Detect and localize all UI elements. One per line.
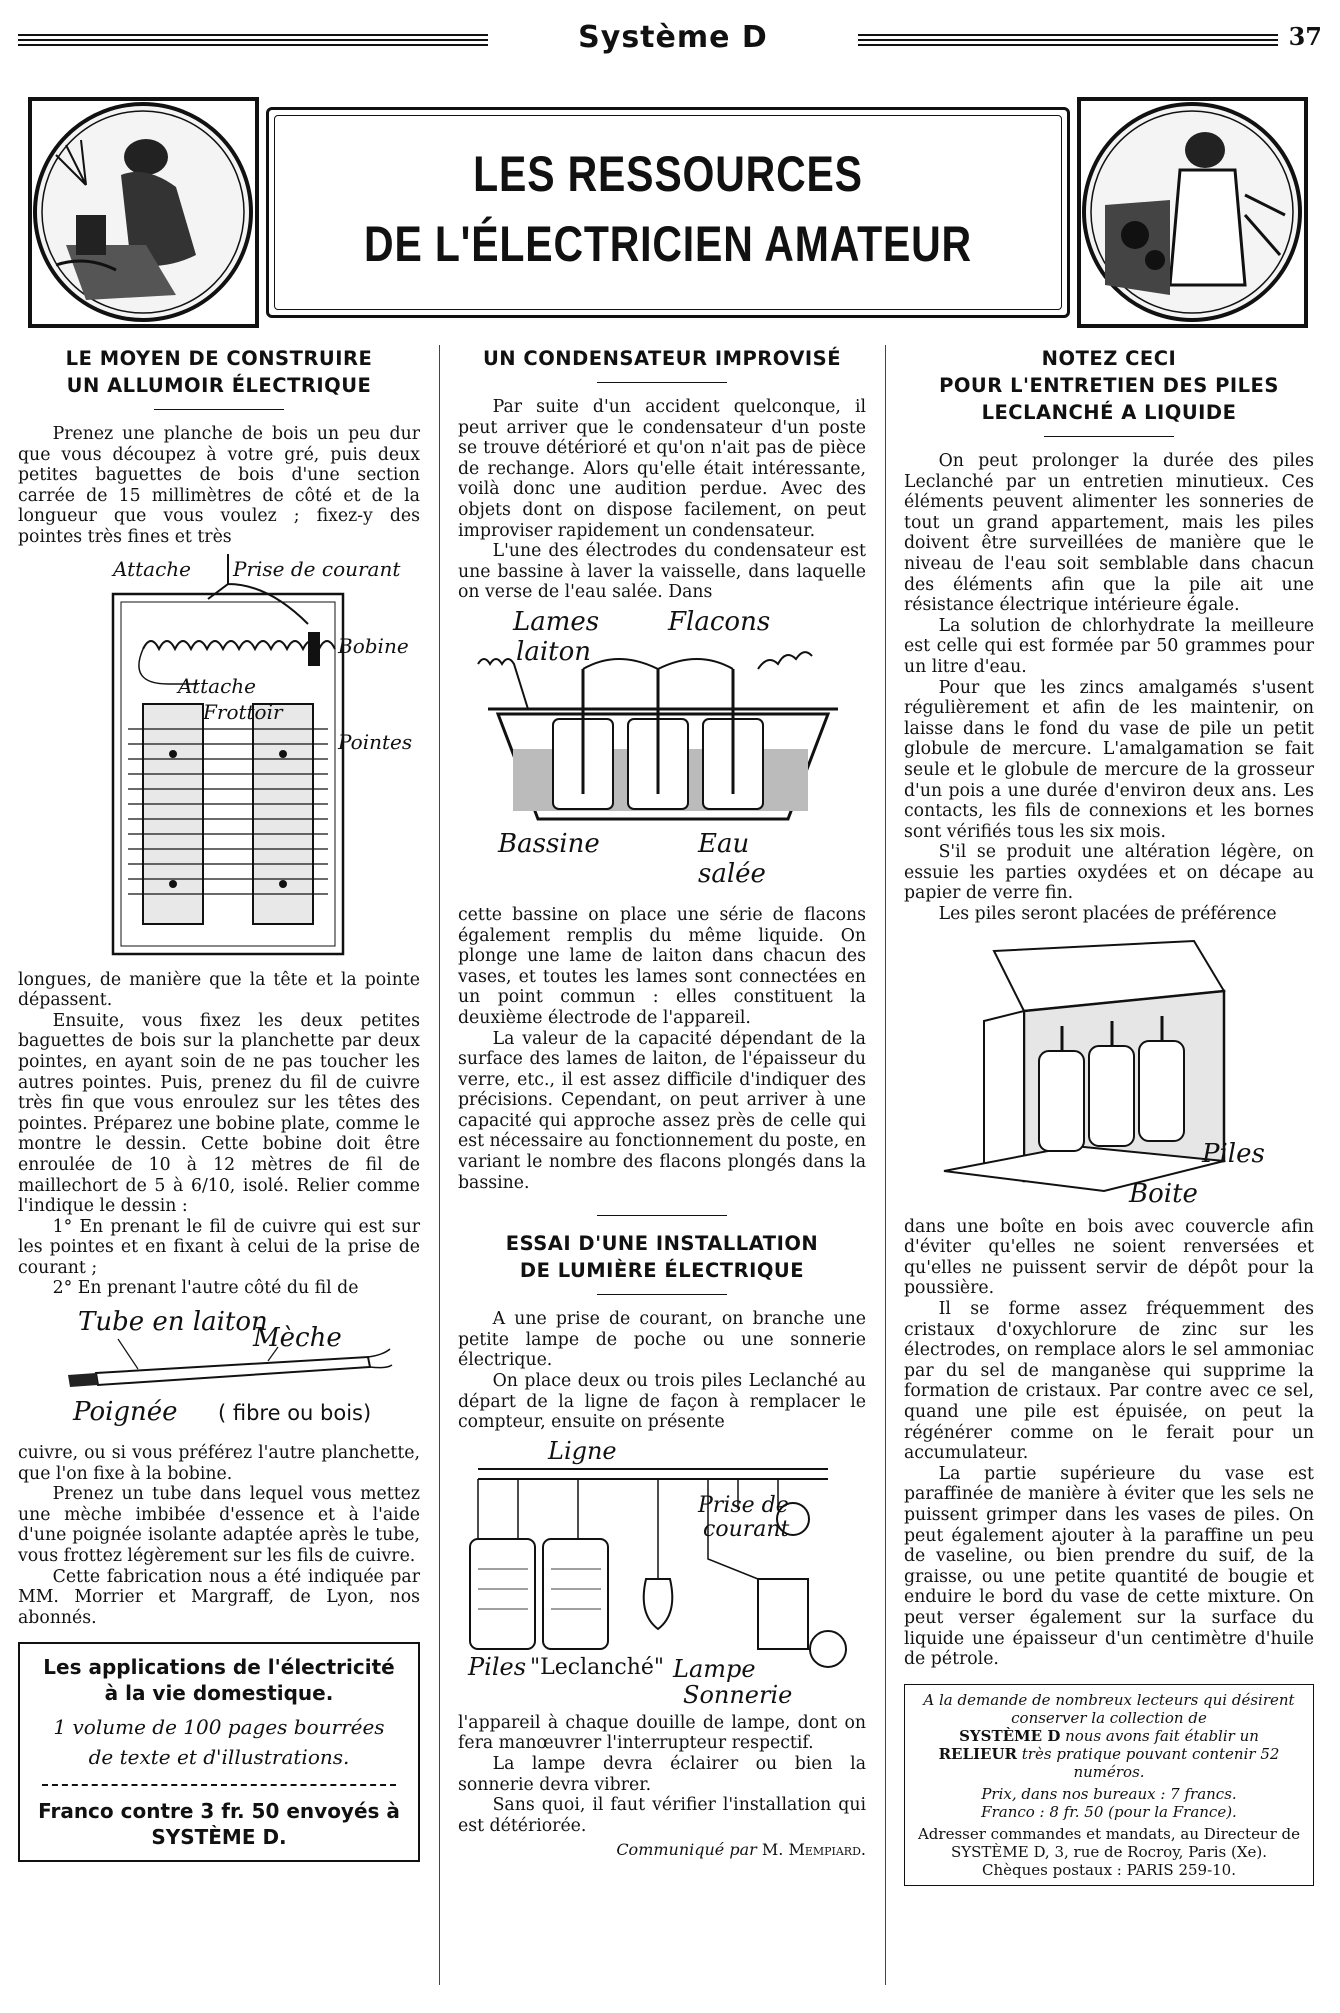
paragraph: Cette fabrication nous a été indiquée par MM. Morrier et Margraff, de Lyon, nos abonnés. — [18, 1566, 420, 1628]
notice-line — [917, 1727, 1301, 1745]
article-title-installation — [458, 1230, 866, 1284]
paragraph: cette bassine on place une série de flacons également remplis du même liquide. On plonge une lame de laiton dans chacun des vases, et toutes les lames sont connectées en un point commun : elles constituent la deuxième électrode de l'appareil. — [458, 904, 866, 1028]
article-title-line: DE LUMIÈRE ÉLECTRIQUE — [519, 1259, 805, 1283]
paragraph: La solution de chlorhydrate la meilleure est celle qui est formée par 50 grammes pour un litre d'eau. — [904, 615, 1314, 677]
paragraph: 2° En prenant l'autre côté du fil de — [52, 1278, 359, 1299]
notice-line — [917, 1745, 1301, 1781]
figure-label: Sonnerie — [683, 1680, 793, 1709]
relieur-notice-box — [904, 1684, 1314, 1886]
figure-label: courant — [703, 1516, 790, 1542]
advert-line: 1 volume de 100 pages bourrées — [53, 1715, 385, 1740]
figure-label: Frottoir — [203, 699, 283, 724]
figure-label: Tube en laiton — [78, 1307, 268, 1338]
notice-line — [917, 1785, 1301, 1803]
journal-title: Système D — [578, 20, 768, 55]
notice-text: Franco : 8 fr. 50 (pour la France). — [981, 1802, 1237, 1821]
article-title-line: POUR L'ENTRETIEN DES PILES — [939, 374, 1279, 397]
paragraph: A une prise de courant, on branche une petite lampe de poche ou une sonnerie électrique. — [458, 1309, 866, 1371]
banner-title-line1: LES RESSOURCES — [473, 146, 863, 202]
notice-line — [917, 1691, 1301, 1727]
advert-line: Les applications de l'électricité — [43, 1655, 395, 1680]
masthead-rule-right — [858, 34, 1278, 46]
figure-label: Prise de — [698, 1492, 789, 1518]
advert-box — [18, 1642, 420, 1862]
notice-text: SYSTÈME D — [959, 1726, 1061, 1745]
figure-label: Poignée — [73, 1397, 178, 1428]
paragraph: l'appareil à chaque douille de lampe, dont on fera manœuvrer l'interrupteur respectif. — [458, 1712, 866, 1754]
title-rule — [1044, 436, 1174, 437]
figure-label: "Leclanché" — [530, 1654, 665, 1680]
signature-name: M. Mempiard. — [761, 1840, 866, 1860]
notice-line — [917, 1803, 1301, 1821]
advert-line: SYSTÈME D. — [151, 1825, 287, 1850]
article-title-allumoir — [18, 345, 420, 399]
notice-line: Chèques postaux : PARIS 259-10. — [982, 1860, 1236, 1879]
banner-title-line2: DE L'ÉLECTRICIEN AMATEUR — [364, 216, 972, 272]
article-title-line: ESSAI D'UNE INSTALLATION — [505, 1232, 819, 1256]
paragraph: On peut prolonger la durée des piles Leclanché par un entretien minutieux. Ces éléments peuvent alimenter les sonneries de tout un grand appartement, mais les piles doivent être surveillées de manière que le niveau de l'eau soit semblable dans chacun des éléments afin que la pile ait une résistance électrique intérieure égale. — [904, 451, 1314, 616]
paragraph: Les piles seront placées de préférence — [938, 904, 1277, 925]
piles-box-figure — [904, 931, 1314, 1211]
paragraph: La partie supérieure du vase est paraffinée de manière à éviter que les sels ne puissent grimper dans les vases de piles. On peut également ajouter à la paraffine un peu de vaseline, ou bien prendre du suif, de la graisse, ou une petite quantité de bougie et enduire le bord du vase de cette mixture. On peut verser également sur la surface du liquide une épaisseur d'un centimètre d'huile de pétrole. — [904, 1463, 1314, 1670]
figure-label: Lampe — [673, 1654, 756, 1683]
figure-label: Piles — [1202, 1138, 1265, 1169]
notice-text: RELIEUR — [938, 1744, 1018, 1763]
figure-label: Pointes — [338, 729, 413, 754]
dashed-separator — [42, 1784, 396, 1786]
figure-label: ( fibre ou bois) — [218, 1401, 372, 1426]
advert-line: à la vie domestique. — [104, 1681, 334, 1706]
figure-label: Prise de courant — [233, 556, 401, 581]
paragraph: On place deux ou trois piles Leclanché au départ de la ligne de façon à remplacer le compteur, ensuite on présente — [458, 1371, 866, 1433]
figure-label: Lames — [513, 606, 600, 637]
figure-label: Flacons — [668, 606, 771, 637]
advert-line: de texte et d'illustrations. — [88, 1745, 350, 1770]
title-rule — [597, 382, 727, 383]
paragraph: cuivre, ou si vous préférez l'autre planchette, que l'on fixe à la bobine. — [18, 1443, 420, 1484]
author-signature — [458, 1840, 866, 1861]
notice-text: Prix, dans nos bureaux : 7 francs. — [981, 1784, 1237, 1803]
signature-prefix: Communiqué par — [616, 1840, 757, 1860]
article-title-line: LE MOYEN DE CONSTRUIRE — [65, 347, 373, 370]
paragraph: Sans quoi, il faut vérifier l'installation qui est détériorée. — [458, 1795, 866, 1836]
advert-line: Franco contre 3 fr. 50 envoyés à — [38, 1799, 400, 1824]
paragraph: La valeur de la capacité dépendant de la surface des lames de laiton, de l'épaisseur du verre, etc., il est assez difficile d'indiquer des précisions. Cependant, on peut arriver à une capacité qui approche assez près de celle qui est nécessaire au fonctionnement du poste, en variant le nombre des flacons plongés dans la bassine. — [458, 1028, 866, 1193]
banner-title — [338, 139, 997, 279]
paragraph: Prenez une planche de bois un peu dur que vous découpez à votre gré, puis deux petites baguettes de bois d'une section carrée de 15 millimètres de côté et de la longueur que vous voulez ; fixez-y des pointes très fines et très — [18, 424, 420, 547]
figure-label: Mèche — [253, 1323, 342, 1354]
masthead — [18, 20, 1322, 60]
column-right — [904, 345, 1314, 1886]
column-divider — [439, 345, 440, 1985]
title-rule — [597, 1294, 727, 1295]
paragraph: Par suite d'un accident quelconque, il peut arriver que le condensateur d'un poste se trouve détérioré et qu'on n'ait pas de pièce de rechange. Alors qu'elle était intéressante, voilà donc une audition perdue. Avec des objets dont on dispose facilement, on peut improviser rapidement un condensateur. — [458, 397, 866, 541]
installation-figure — [458, 1436, 866, 1709]
column-left — [18, 345, 420, 1862]
paragraph: dans une boîte en bois avec couvercle afin d'éviter qu'elles ne soient renversées et qu'elles ne puissent servir de dépôt pour la poussière. — [904, 1216, 1314, 1299]
figure-label: Boite — [1129, 1178, 1198, 1209]
paragraph: Pour que les zincs amalgamés s'usent régulièrement et afin de les maintenir, on laisse dans le fond du vase de pile un petit globule de mercure. L'amalgamation se fait seule et le globule de mercure de la grosseur d'un pois a une durée d'environ deux ans. Les contacts, les fils de connexions et les bornes sont vérifiés tous les six mois. — [904, 677, 1314, 842]
paragraph: Ensuite, vous fixez les deux petites baguettes de bois sur la planchette par deux pointes, en ayant soin de ne pas toucher les autres pointes. Puis, prenez du fil de cuivre très fin que vous enroulez sur les têtes des pointes. Préparez une bobine plate, comme le montre le dessin. Cette bobine doit être enroulée de 10 à 12 mètres de fil de maillechort de 5 à 6/10, isolé. Relier comme l'indique le dessin : — [18, 1010, 420, 1217]
condensateur-figure — [458, 606, 866, 899]
article-title-piles — [904, 345, 1314, 426]
paragraph: Prenez un tube dans lequel vous mettez une mèche imbibée d'essence et à l'aide d'une poignée isolante adaptée après le tube, vous frottez légèrement sur les fils de cuivre. — [18, 1484, 420, 1567]
figure-label: laiton — [516, 636, 591, 667]
figure-label: Attache — [178, 673, 257, 698]
masthead-rule-left — [18, 34, 488, 46]
article-title-condensateur: UN CONDENSATEUR IMPROVISÉ — [482, 347, 842, 370]
notice-text: très pratique pouvant contenir 52 numéros. — [1017, 1744, 1280, 1781]
article-title-line: LECLANCHÉ A LIQUIDE — [981, 401, 1237, 424]
figure-label: Attache — [113, 556, 192, 581]
paragraph: La lampe devra éclairer ou bien la sonnerie devra vibrer. — [458, 1754, 866, 1795]
paragraph: longues, de manière que la tête et la pointe dépassent. — [18, 969, 420, 1011]
figure-label: Eau — [698, 828, 750, 859]
paragraph: S'il se produit une altération légère, on essuie les parties oxydées et on décape au papier de verre fin. — [904, 842, 1314, 904]
page-number: 37 — [1288, 22, 1322, 51]
column-divider — [885, 345, 886, 1985]
section-banner — [26, 95, 1310, 330]
column-middle — [458, 345, 866, 1861]
electrician-right-illustration — [1075, 95, 1310, 330]
notice-text: nous avons fait établir un — [1060, 1726, 1259, 1745]
notice-text: A la demande de nombreux lecteurs qui désirent conserver la collection de — [923, 1690, 1295, 1727]
figure-label: Ligne — [548, 1436, 617, 1465]
allumoir-figure — [18, 554, 420, 964]
paragraph: Il se forme assez fréquemment des cristaux d'oxychlorure de zinc sur les électrodes, on remplace alors le sel ammoniac par du sel de manganèse qui supprime la formation de cristaux. Par contre avec ce sel, quand une pile est épuisée, on peut la régénérer comme on le ferait pour un accumulateur. — [904, 1299, 1314, 1464]
title-rule — [154, 409, 284, 410]
figure-label: salée — [698, 858, 766, 889]
electrician-left-illustration — [26, 95, 261, 330]
figure-label: Bassine — [498, 828, 600, 859]
section-rule — [597, 1215, 727, 1216]
paragraph: L'une des électrodes du condensateur est une bassine à laver la vaisselle, dans laquelle on verse de l'eau salée. Dans — [458, 541, 866, 603]
notice-line: Adresser commandes et mandats, au Directeur de SYSTÈME D, 3, rue de Rocroy, Paris (Xe). — [917, 1824, 1301, 1861]
article-title-line: UN ALLUMOIR ÉLECTRIQUE — [66, 374, 372, 397]
figure-label: Bobine — [338, 633, 409, 658]
article-title-line: NOTEZ CECI — [1041, 347, 1177, 370]
tube-figure — [18, 1309, 420, 1437]
figure-label: Piles — [468, 1652, 527, 1681]
paragraph: 1° En prenant le fil de cuivre qui est sur les pointes et en fixant à celui de la prise de courant ; — [18, 1216, 420, 1278]
